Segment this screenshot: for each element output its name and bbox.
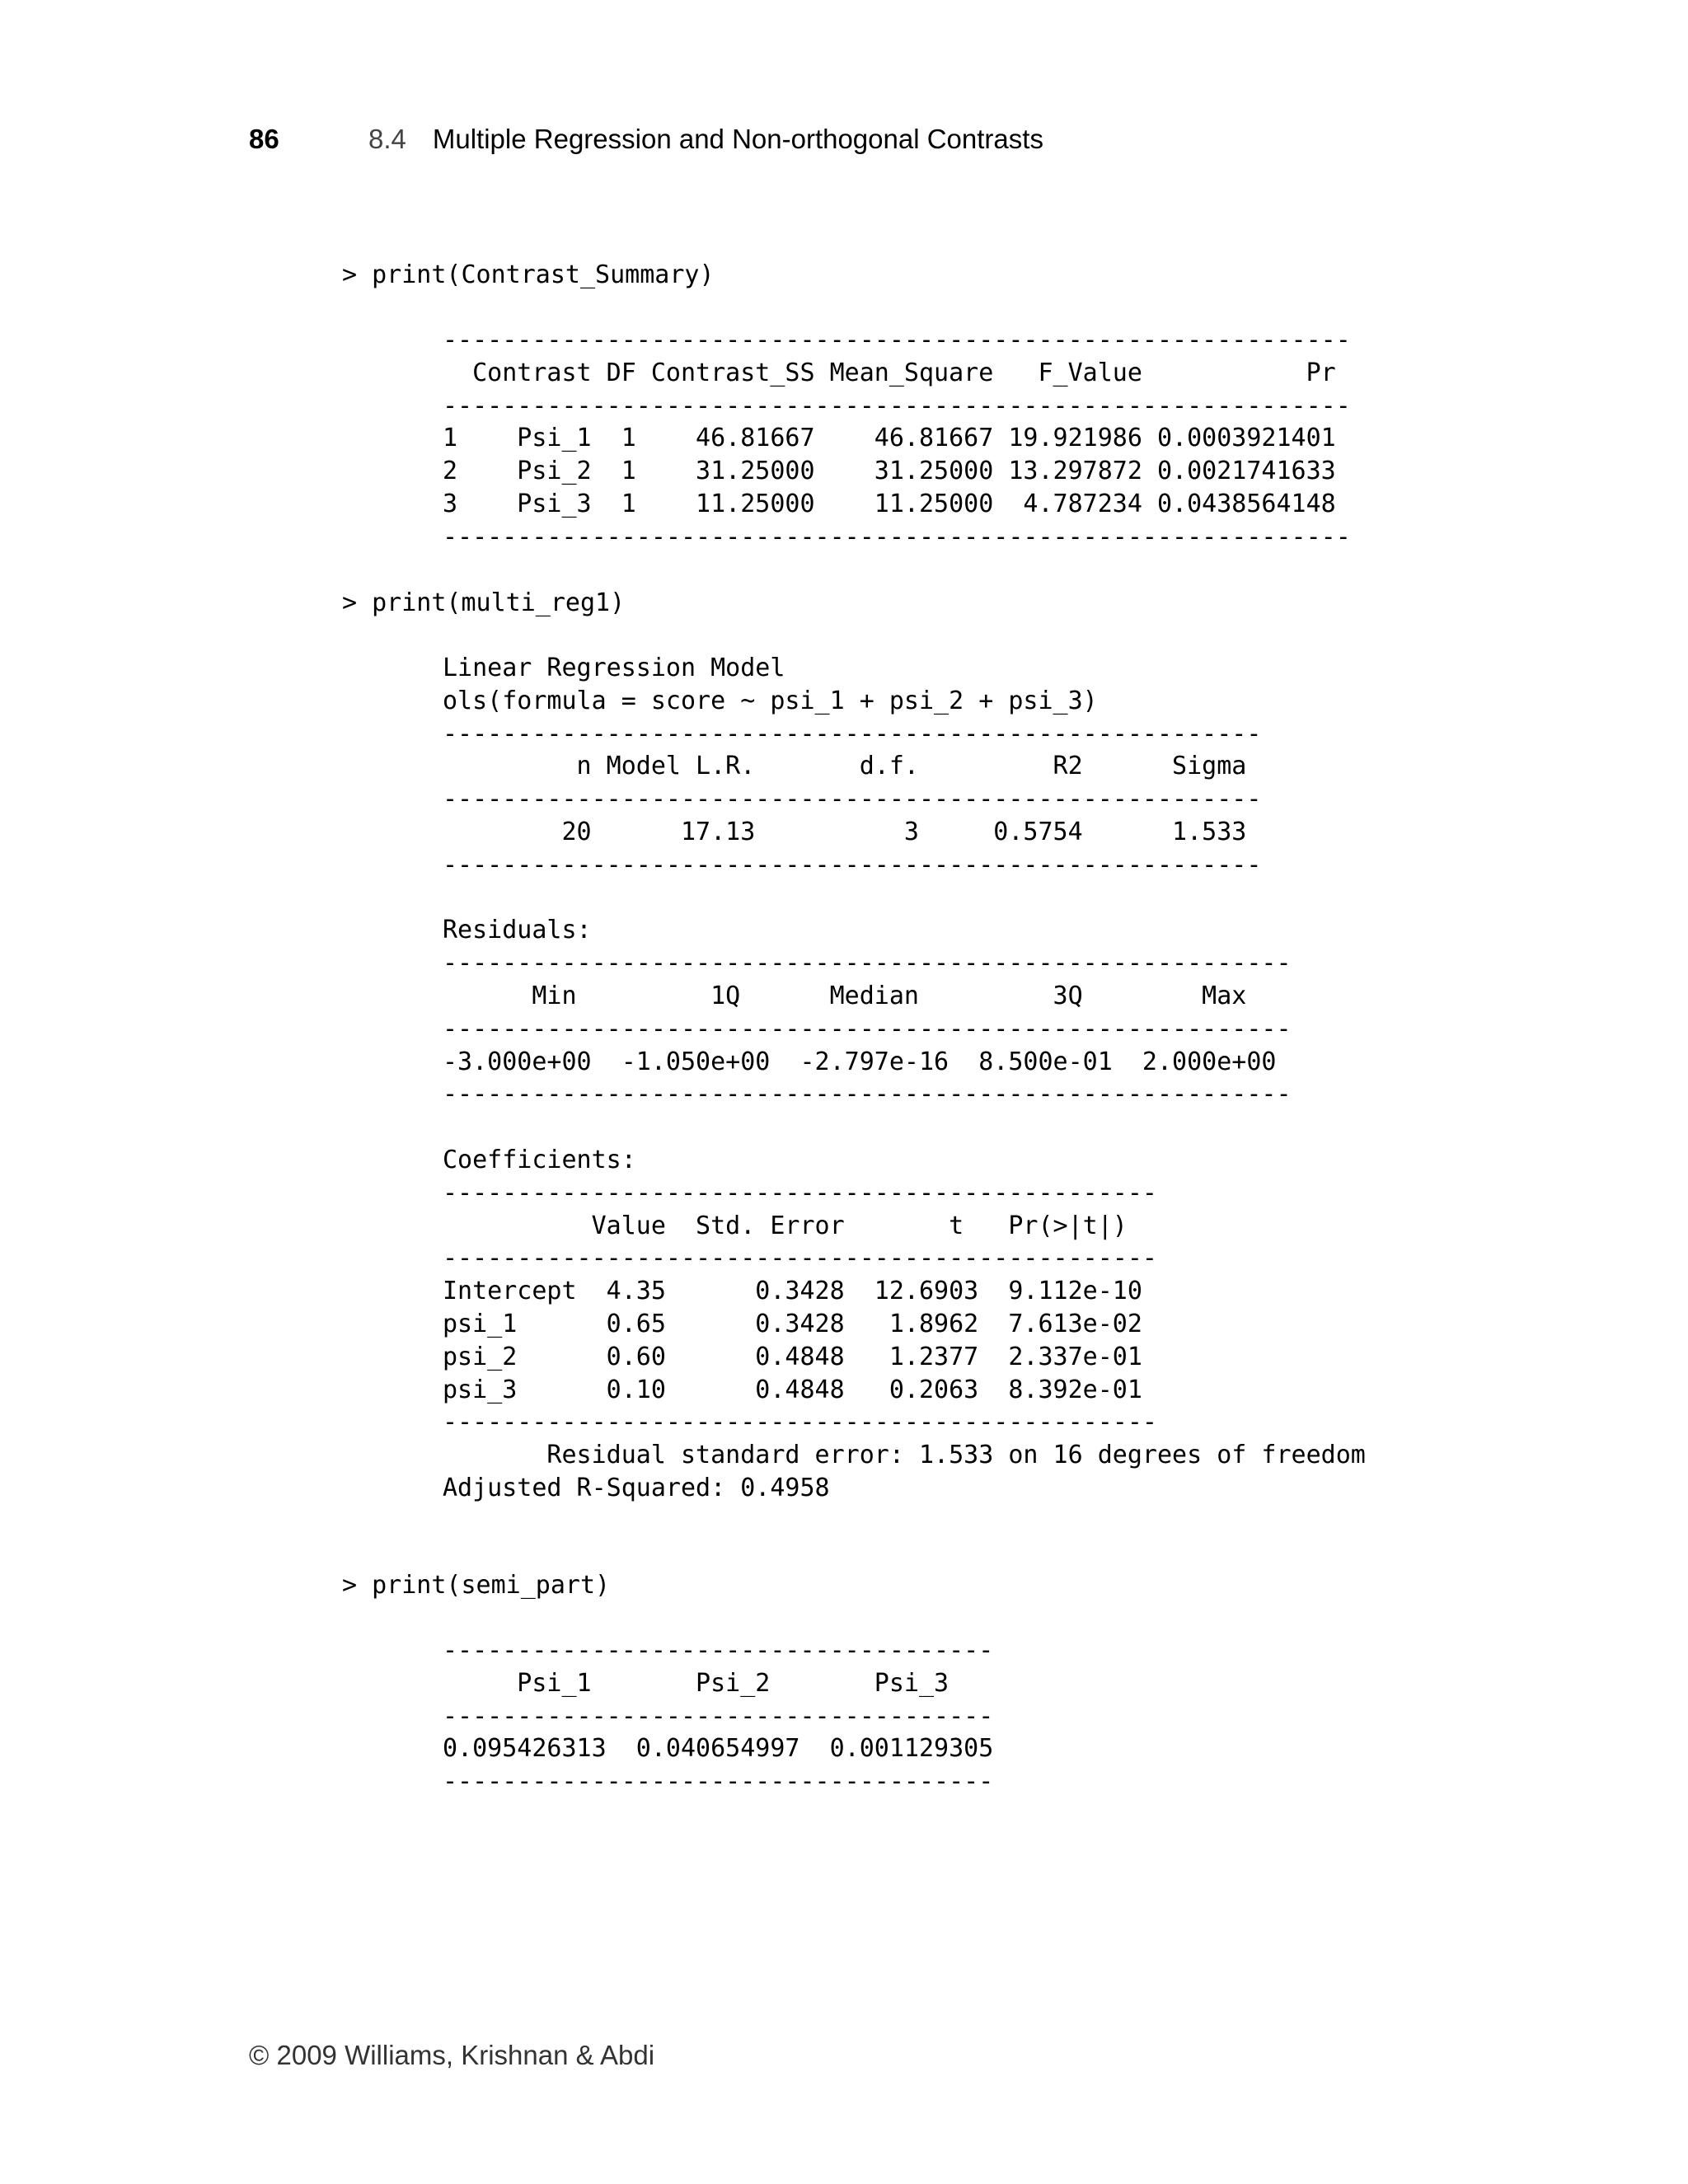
contrast-summary-output: ------------------------------------------------------------- Contrast DF Contrast_SS Mean_Square F_Value Pr ------------------------------------------------------------- 1 Psi_1 1 46.81667 46.81667 19.921986 0.0003921401 2 Psi_2 1 31.25000 31.25000 13.297872 0.0021741633 3 Psi_3 1 11.25000 11.25000 4.787234 0.0438564148 -------------------------------------------------------------	[443, 326, 1351, 551]
contrast-summary-command: > print(Contrast_Summary)	[342, 260, 715, 289]
section-number: 8.4	[368, 124, 406, 154]
section-title: Multiple Regression and Non-orthogonal Contrasts	[432, 124, 1043, 154]
copyright-footer: © 2009 Williams, Krishnan & Abdi	[249, 2040, 655, 2070]
semi-part-output: ------------------------------------- Psi_1 Psi_2 Psi_3 ------------------------------------- 0.095426313 0.040654997 0.001129305 -------------------------------------	[443, 1636, 994, 1797]
page-header	[249, 124, 1043, 155]
multi-reg1-output: Linear Regression Model ols(formula = score ~ psi_1 + psi_2 + psi_3) ------------------------------------------------------- n Model L.R. d.f. R2 Sigma ------------------------------------------------------- 20 17.13 3 0.5754 1.533 ------------------------------------------------------- Residuals: --------------------------------------------------------- Min 1Q Median 3Q Max --------------------------------------------------------- -3.000e+00 -1.050e+00 -2.797e-16 8.500e-01 2.000e+00 --------------------------------------------------------- Coefficients: ------------------------------------------------ Value Std. Error t Pr(>|t|) ------------------------------------------------ Intercept 4.35 0.3428 12.6903 9.112e-10 psi_1 0.65 0.3428 1.8962 7.613e-02 psi_2 0.60 0.4848 1.2377 2.337e-01 psi_3 0.10 0.4848 0.2063 8.392e-01 ------------------------------------------------ Residual standard error: 1.533 on 16 degrees of freedom Adjusted R-Squared: 0.4958	[443, 654, 1366, 1502]
multi-reg1-command: > print(multi_reg1)	[342, 588, 626, 617]
semi-part-command: > print(semi_part)	[342, 1571, 611, 1600]
page-number: 86	[249, 124, 279, 154]
